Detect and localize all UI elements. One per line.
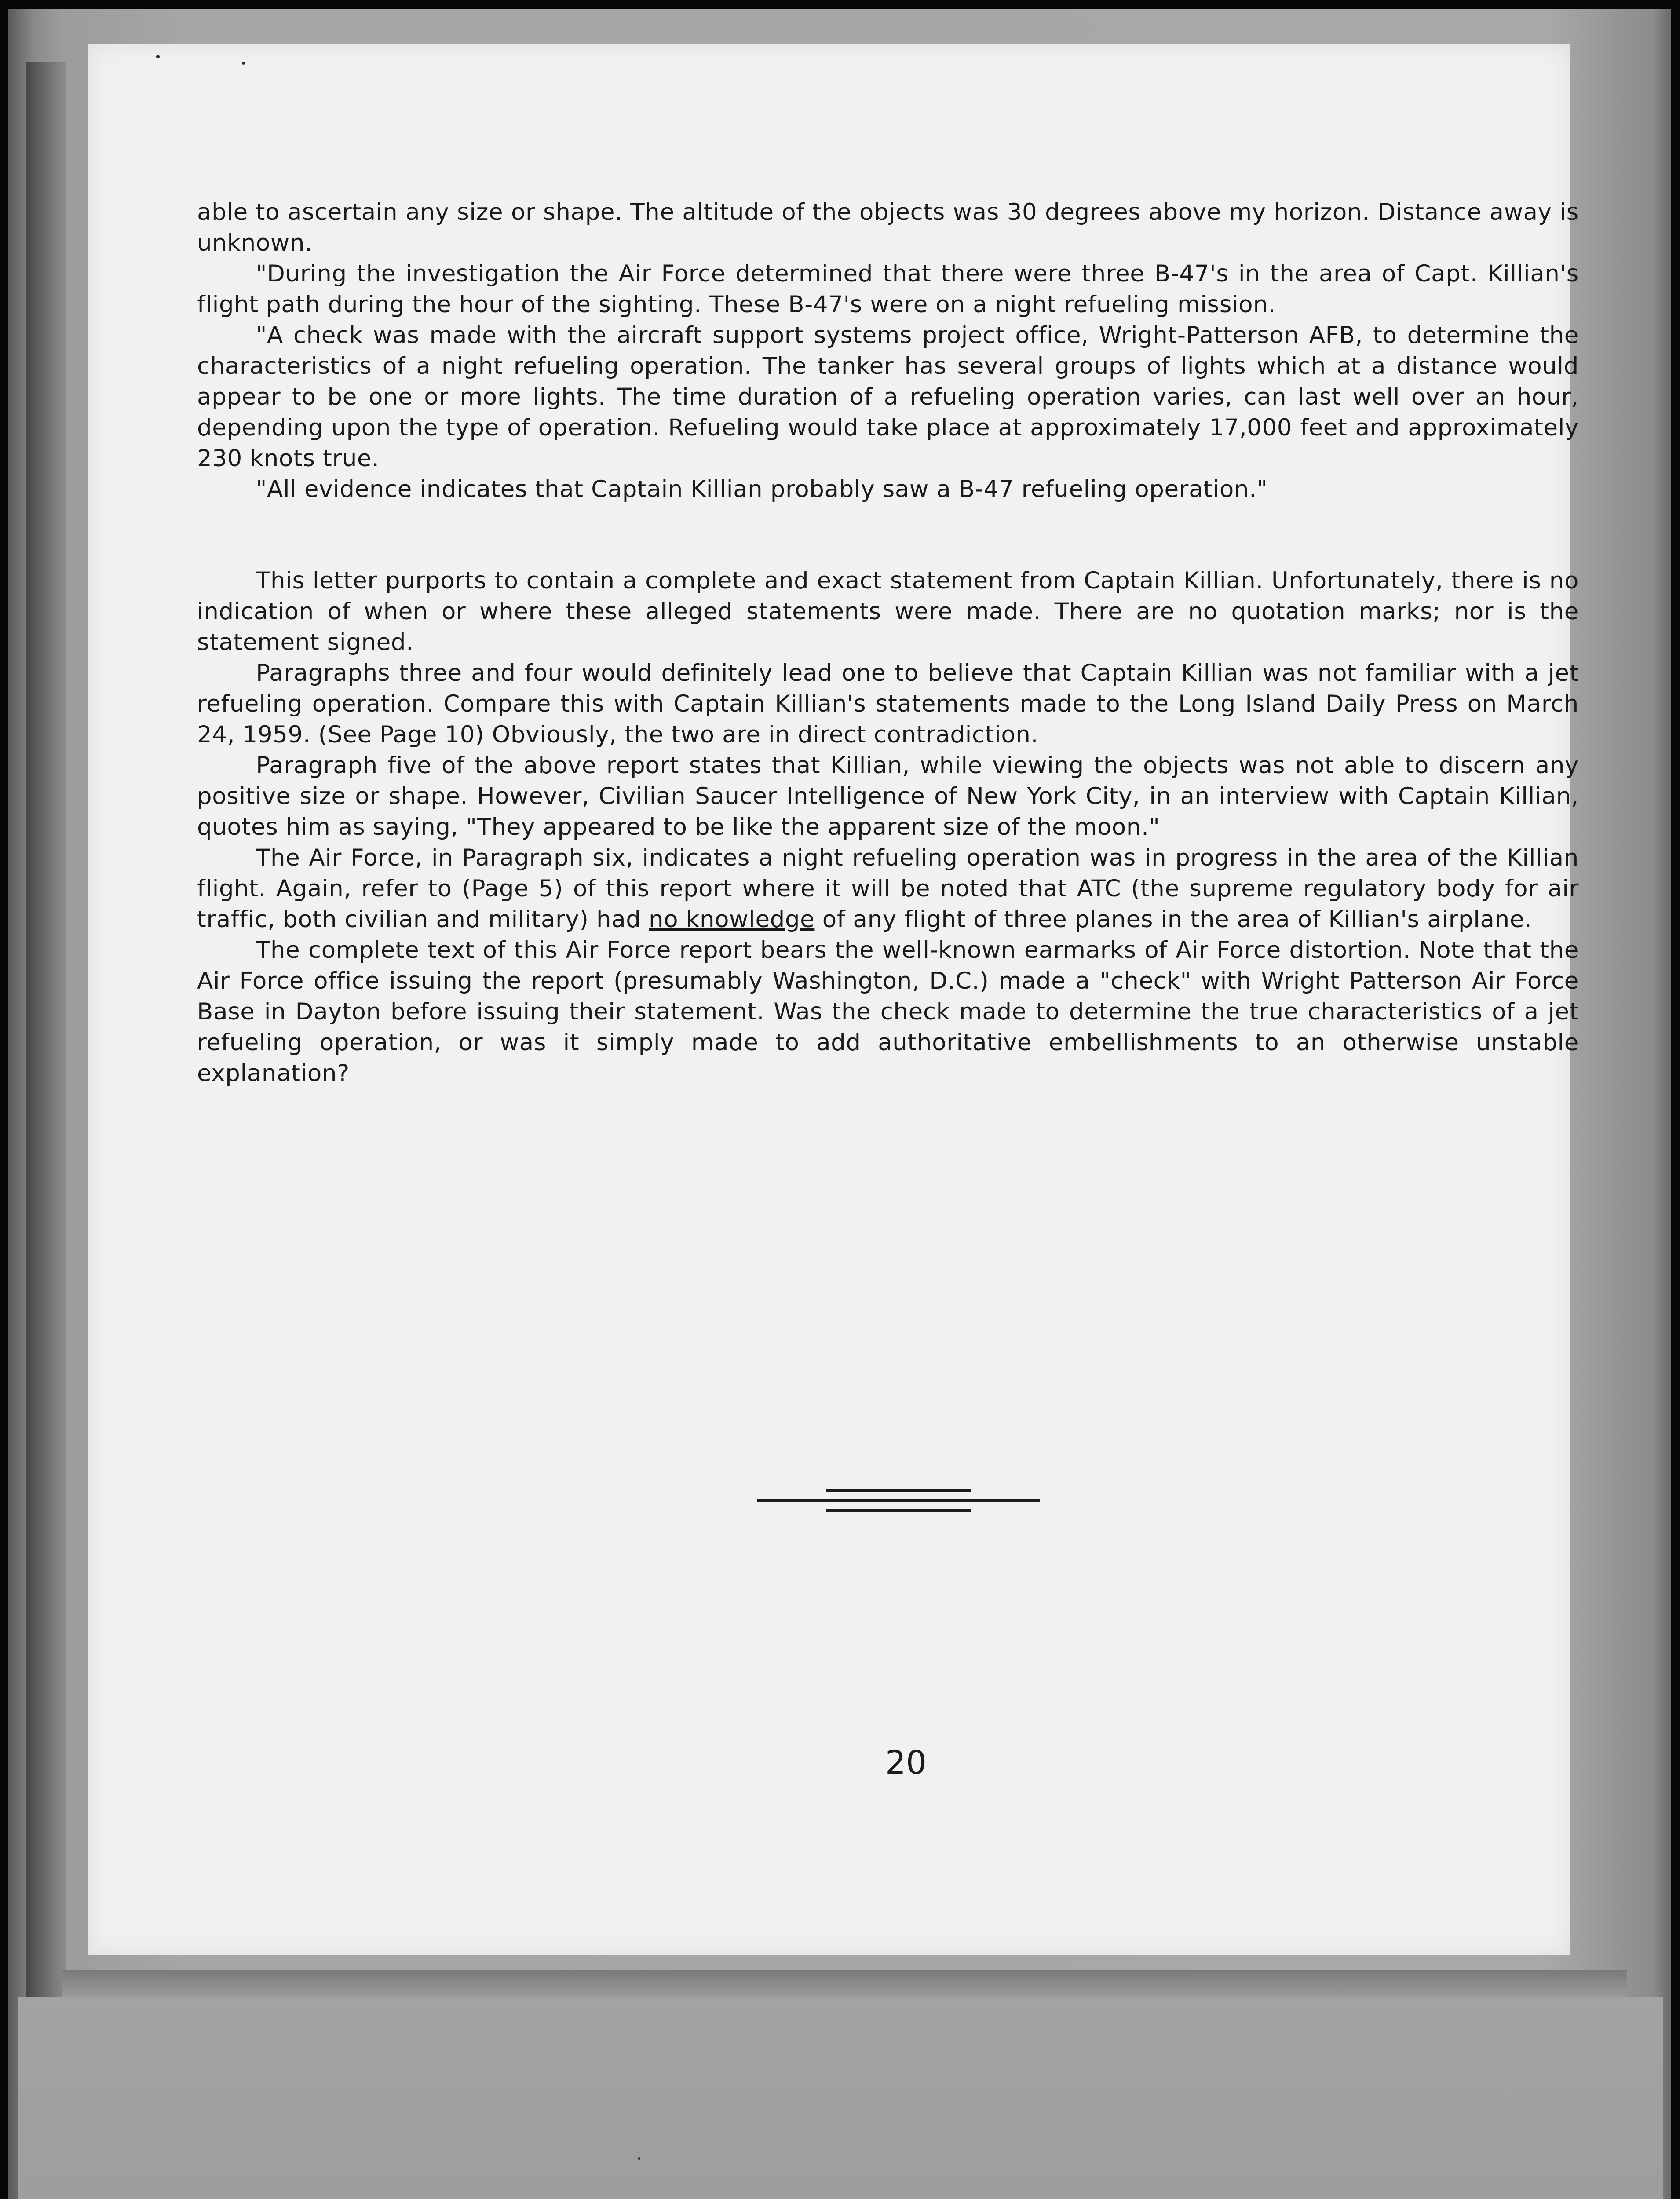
paragraph-text: "A check was made with the aircraft support systems project office, Wright-Patterson AFB, to determine the characteristics of a night refueling operation. The tanker has several groups of lights which at a distance would appear to be one or more lights. The time duration of a refueling operation varies, can last well over an hour, depending upon the type of operation. Refueling would take place at approximately 17,000 feet and approximately 230 knots true.: [197, 322, 1579, 472]
page-bottom-shadow: [62, 1970, 1627, 1997]
paragraph-8: [197, 843, 1579, 935]
paragraph-7: [197, 750, 1579, 843]
paragraph-6: [197, 658, 1579, 750]
lower-mount-area: [18, 1997, 1663, 2199]
paragraph-text: This letter purports to contain a complete and exact statement from Captain Killian. Unfortunately, there is no indication of when or where these alleged statements were made. There are no quotation marks; nor is the statement signed.: [197, 567, 1579, 656]
paragraph-text: The Air Force, in Paragraph six, indicates a night refueling operation was in progress in the area of the Killian flight. Again, refer to (Page 5) of this report where it will be noted that ATC (the supreme regulatory body for air traffic, both civilian and military) had: [197, 844, 1579, 933]
paragraph-3: [197, 320, 1579, 474]
paragraph-text: able to ascertain any size or shape. The altitude of the objects was 30 degrees above my horizon. Distance away is unknown.: [197, 199, 1579, 256]
dust-speck: [156, 55, 160, 58]
paragraph-text: Paragraphs three and four would definitely lead one to believe that Captain Killian was not familiar with a jet refueling operation. Compare this with Captain Killian's statements made to the Long Island Daily Press on March 24, 1959. (See Page 10) Obviously, the two are in direct contradiction.: [197, 660, 1579, 748]
dust-speck: [638, 2157, 640, 2160]
paragraph-text: "During the investigation the Air Force determined that there were three B-47's in the area of Capt. Killian's flight path during the hour of the sighting. These B-47's were on a night refueling mission.: [197, 260, 1579, 318]
separator-rule-bottom: [826, 1509, 971, 1512]
paragraph-5: [197, 566, 1579, 658]
paragraph-text: The complete text of this Air Force report bears the well-known earmarks of Air Force distortion. Note that the Air Force office issuing the report (presumably Washington, D.C.) made a "check" with Wright Patterson Air Force Base in Dayton before issuing their statement. Was the check made to determine the true characteristics of a jet refueling operation, or was it simply made to add authoritative embellishments to an otherwise unstable explanation?: [197, 937, 1579, 1087]
paragraph-2: [197, 259, 1579, 320]
document-body: [197, 197, 1579, 1089]
paragraph-1: [197, 197, 1579, 259]
paragraph-9: [197, 935, 1579, 1089]
separator-rule-top: [826, 1489, 971, 1492]
page-number: 20: [885, 1744, 927, 1782]
paragraph-text: of any flight of three planes in the area of Killian's airplane.: [814, 906, 1532, 933]
paragraph-text: Paragraph five of the above report states that Killian, while viewing the objects was not able to discern any positive size or shape. However, Civilian Saucer Intelligence of New York City, in an interview with Captain Killian, quotes him as saying, "They appeared to be like the apparent size of the moon.": [197, 752, 1579, 840]
binding-shadow: [26, 62, 66, 2199]
paragraph-4: [197, 474, 1579, 505]
dust-speck: [242, 62, 245, 65]
paragraph-text: "All evidence indicates that Captain Killian probably saw a B-47 refueling operation.": [256, 476, 1268, 503]
separator-rule-middle: [757, 1499, 1040, 1502]
underlined-text: no knowledge: [649, 906, 815, 933]
